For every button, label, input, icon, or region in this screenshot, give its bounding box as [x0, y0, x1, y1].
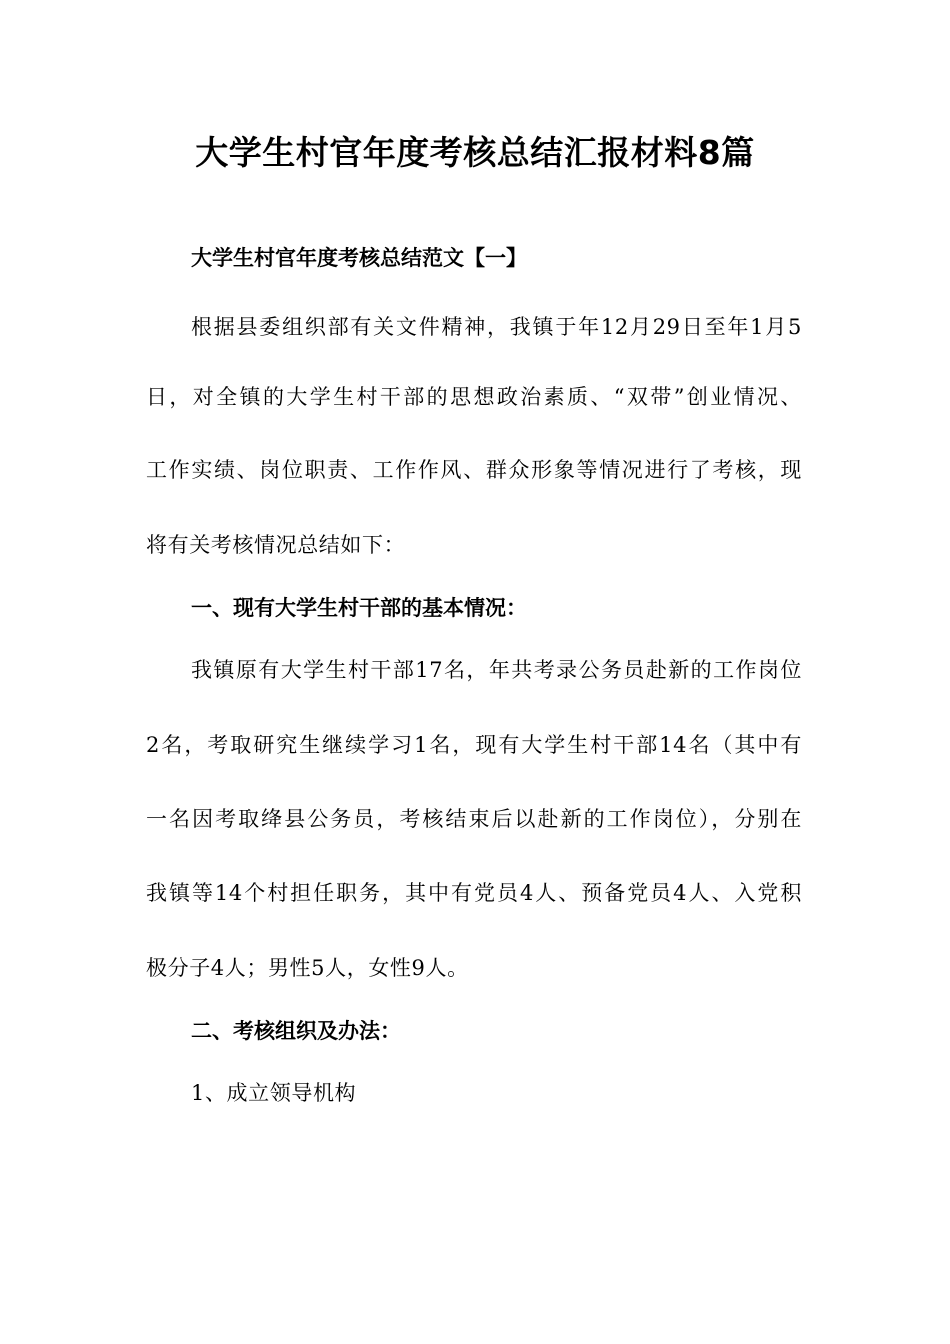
paragraph-line: 根据县委组织部有关文件精神，我镇于年12月29日至年1月5 — [191, 315, 802, 339]
paragraph-line: 工作实绩、岗位职责、工作作风、群众形象等情况进行了考核，现 — [146, 458, 802, 482]
paragraph-line: 我镇等14个村担任职务，其中有党员4人、预备党员4人、入党积 — [146, 881, 802, 905]
subheading-basic-info: 一、现有大学生村干部的基本情况： — [191, 596, 527, 620]
paragraph-line: 日，对全镇的大学生村干部的思想政治素质、“双带”创业情况、 — [146, 385, 802, 409]
document-title: 大学生村官年度考核总结汇报材料8篇 — [195, 133, 755, 172]
paragraph-line: 我镇原有大学生村干部17名，年共考录公务员赴新的工作岗位 — [191, 658, 802, 682]
subheading-organization: 二、考核组织及办法： — [191, 1019, 401, 1043]
paragraph-line: 极分子4人；男性5人，女性9人。 — [146, 956, 469, 980]
paragraph-line: 2名，考取研究生继续学习1名，现有大学生村干部14名（其中有 — [146, 733, 802, 757]
section-heading: 大学生村官年度考核总结范文【一】 — [191, 246, 527, 270]
paragraph-line: 一名因考取绛县公务员，考核结束后以赴新的工作岗位），分别在 — [146, 807, 802, 831]
paragraph-line: 将有关考核情况总结如下： — [146, 533, 406, 557]
list-item: 1、成立领导机构 — [191, 1081, 357, 1105]
